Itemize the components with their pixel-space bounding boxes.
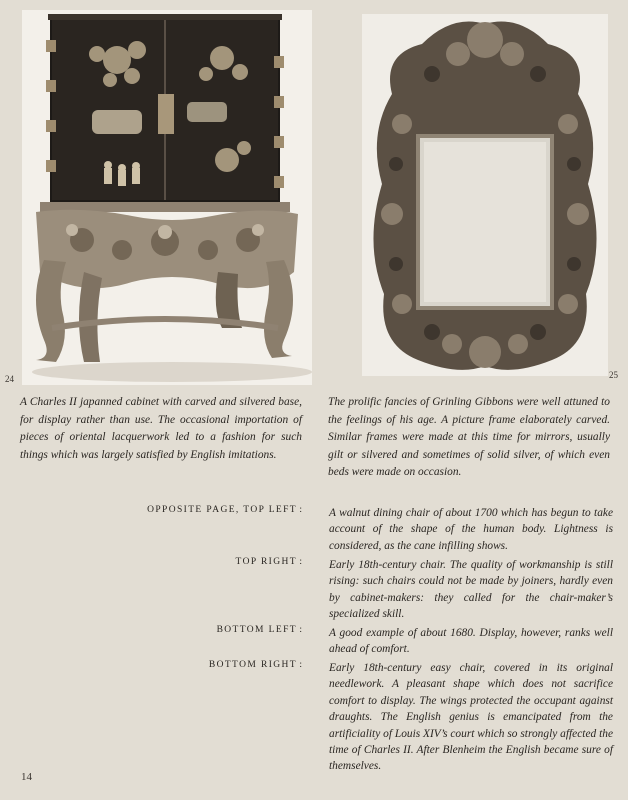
- cabinet-photo: [22, 10, 312, 385]
- note-text: A walnut dining chair of about 1700 which has begun to take account of the shape of the human body. Lightness is considered, as the cane infilling shows.: [329, 507, 613, 552]
- figure-number-24: 24: [5, 374, 14, 384]
- carved-frame-illustration: [362, 14, 608, 376]
- note-label: BOTTOM RIGHT :: [209, 660, 302, 670]
- note-label: BOTTOM LEFT :: [217, 625, 302, 635]
- cabinet-illustration: [22, 10, 312, 385]
- page-number: 14: [21, 771, 32, 783]
- note-text: Early 18th-century easy chair, covered in its original needlework. A pleasant shape which does not sacrifice comfort to display. The wings protected the occupant against draughts. The English genius is emancipated from the artificiality of Louis XIV’s court which so strongly affected the time of Charles II. After Blenheim the English became sure of themselves.: [329, 662, 613, 773]
- note-text: A good example of about 1680. Display, however, ranks well ahead of comfort.: [329, 627, 613, 656]
- note-label: TOP RIGHT :: [236, 557, 302, 567]
- note-text: Early 18th-century chair. The quality of workmanship is still rising: such chairs could not be made by joiners, hardly even by cabinet-makers: they called for the chair-maker’s specialized skill.: [329, 559, 613, 621]
- note-label: OPPOSITE PAGE, TOP LEFT :: [147, 505, 302, 515]
- carved-frame-photo: [362, 14, 608, 376]
- figure-number-25: 25: [609, 370, 618, 380]
- frame-caption: The prolific fancies of Grinling Gibbons were well attuned to the feelings of his age. A picture frame elaborately carved. Similar frames were made at this time for mirrors, usually gilt or silvered and sometimes of solid silver, of which even beds were made on occasion.: [328, 396, 610, 478]
- cabinet-caption: A Charles II japanned cabinet with carved and silvered base, for display rather than use. The occasional importation of pieces of oriental lacquerwork led to a fashion for such things which was largely satisfied by English imitations.: [20, 396, 302, 461]
